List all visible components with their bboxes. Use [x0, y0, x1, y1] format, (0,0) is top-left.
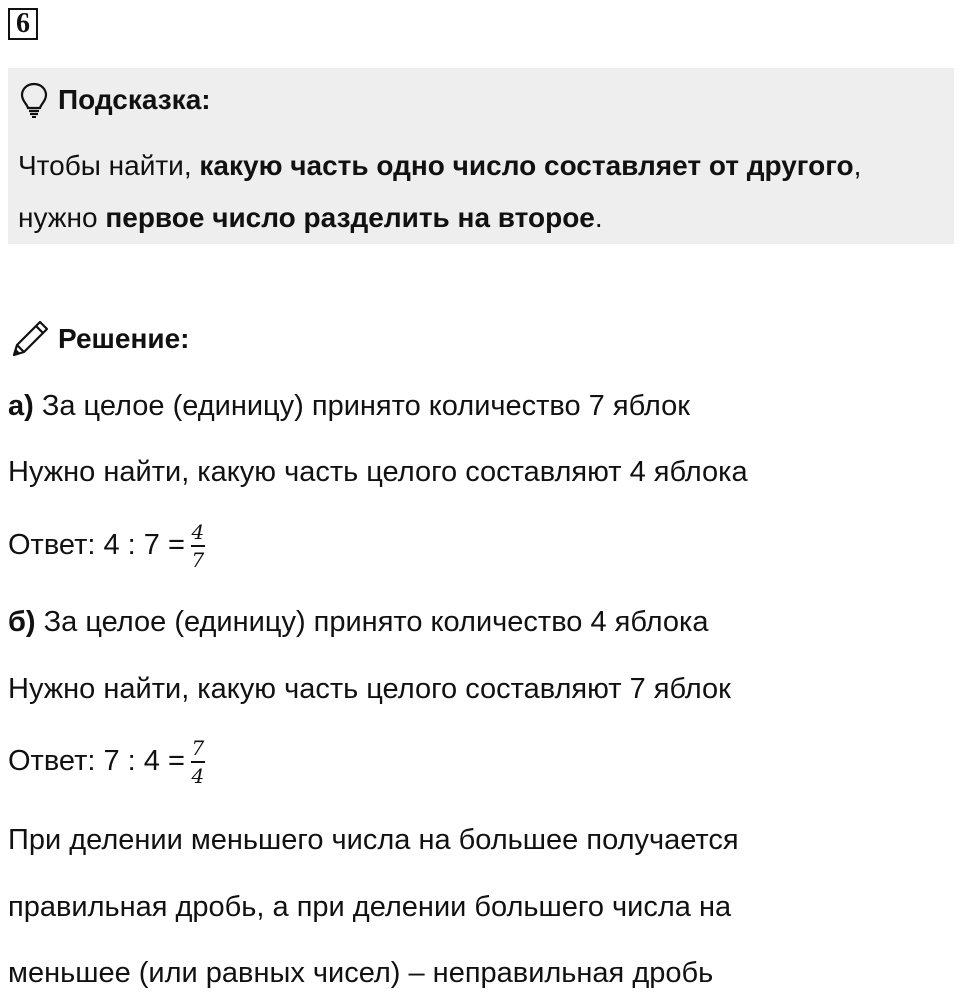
solution-header [8, 316, 189, 362]
part-b-label: б) [8, 606, 36, 638]
lightbulb-icon [20, 82, 48, 118]
part-a-denominator: 7 [191, 547, 205, 572]
part-a-fraction [191, 522, 205, 570]
part-b-line-2: Нужно найти, какую часть целого составляют 7 яблок [8, 673, 731, 705]
hint-bold-2: первое число разделить на второе [105, 202, 595, 233]
part-b-numerator: 7 [191, 736, 205, 760]
hint-box [8, 68, 954, 244]
part-a-label: а) [8, 390, 34, 422]
hint-title: Подсказка: [58, 84, 211, 115]
part-b-denominator: 4 [191, 763, 205, 788]
conclusion-line-3: меньшее (или равных чисел) – неправильная дробь [8, 957, 714, 989]
part-b-line-1: б) За целое (единицу) принято количество 4 яблока [8, 606, 709, 638]
pencil-icon [8, 317, 52, 361]
part-b-answer [8, 738, 205, 786]
part-a-line-2: Нужно найти, какую часть целого составляют 4 яблока [8, 456, 748, 488]
part-b-fraction [191, 738, 205, 786]
part-a-answer [8, 522, 205, 570]
task-number: 6 [8, 8, 38, 40]
conclusion-line-2: правильная дробь, а при делении большего числа на [8, 891, 732, 923]
conclusion-line-1: При делении меньшего числа на большее получается [8, 824, 739, 856]
part-a-answer-prefix: Ответ: 4 : 7 = [8, 529, 185, 562]
part-a-numerator: 4 [191, 520, 205, 544]
hint-header [20, 80, 211, 120]
hint-bold-1: какую часть одно число составляет от другого [199, 150, 854, 181]
solution-title: Решение: [58, 323, 190, 354]
hint-text: Чтобы найти, какую часть одно число составляет от другого, нужно первое число разделить на второе. [18, 150, 862, 233]
part-b-answer-prefix: Ответ: 7 : 4 = [8, 745, 185, 778]
part-a-line-1: а) За целое (единицу) принято количество 7 яблок [8, 390, 690, 422]
